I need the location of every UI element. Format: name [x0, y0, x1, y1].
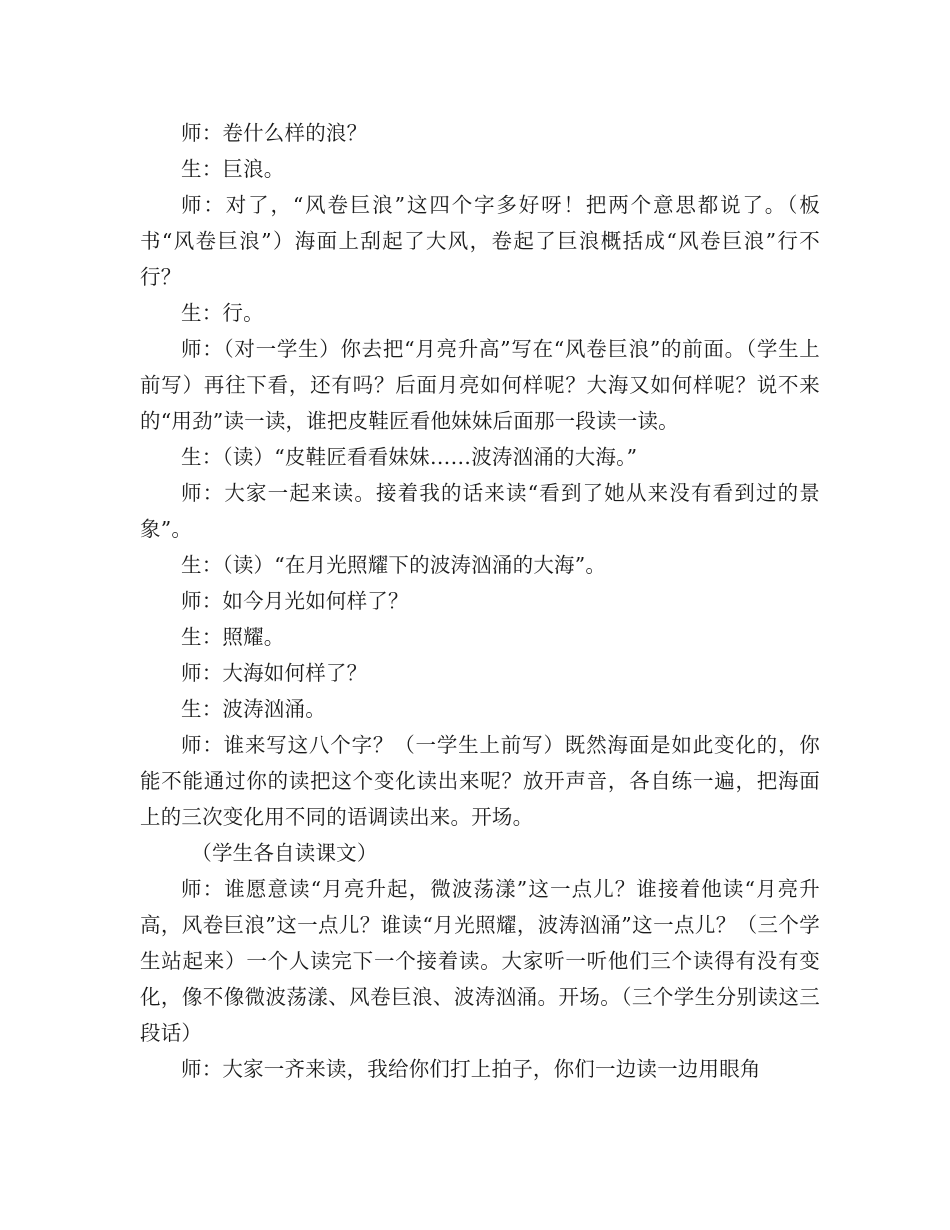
- dialogue-paragraph: 师：大家一起来读。接着我的话来读“看到了她从来没有看到过的景象”。: [140, 481, 820, 541]
- dialogue-paragraph: 生：照耀。: [181, 625, 285, 649]
- dialogue-paragraph: 师：卷什么样的浪？: [181, 121, 368, 145]
- dialogue-paragraph: 生：行。: [181, 301, 264, 325]
- dialogue-paragraph: 生：（读）“在月光照耀下的波涛汹涌的大海”。: [181, 553, 607, 577]
- dialogue-paragraph: 师：如今月光如何样了？: [181, 589, 409, 613]
- dialogue-paragraph: 师：大海如何样了？: [181, 661, 368, 685]
- dialogue-paragraph: 师：谁来写这八个字？（一学生上前写）既然海面是如此变化的，你能不能通过你的读把这个变化读出来呢？放开声音，各自练一遍，把海面上的三次变化用不同的语调读出来。开场。: [140, 733, 820, 829]
- dialogue-paragraph: 生：（读）“皮鞋匠看看妹妹……波涛汹涌的大海。”: [181, 445, 638, 469]
- dialogue-paragraph: 生：波涛汹涌。: [181, 697, 326, 721]
- dialogue-paragraph: 师：谁愿意读“月亮升起，微波荡漾”这一点儿？谁接着他读“月亮升高，风卷巨浪”这一点儿？谁读“月光照耀，波涛汹涌”这一点儿？（三个学生站起来）一个人读完下一个接着读。大家听一听他们三个读得有没有变化，像不像微波荡漾、风卷巨浪、波涛汹涌。开场。（三个学生分别读这三段话）: [140, 877, 820, 1045]
- dialogue-paragraph: 师：（对一学生）你去把“月亮升高”写在“风卷巨浪”的前面。（学生上前写）再往下看，还有吗？后面月亮如何样呢？大海又如何样呢？说不来的“用劲”读一读，谁把皮鞋匠看他妹妹后面那一段读一读。: [140, 337, 820, 433]
- stage-direction: （学生各自读课文）: [191, 841, 378, 865]
- dialogue-paragraph: 师：大家一齐来读，我给你们打上拍子，你们一边读一边用眼角: [181, 1057, 761, 1081]
- dialogue-paragraph: 师：对了，“风卷巨浪”这四个字多好呀！把两个意思都说了。（板书“风卷巨浪”）海面上刮起了大风，卷起了巨浪概括成“风卷巨浪”行不行？: [140, 193, 820, 289]
- document-body: [140, 115, 820, 1087]
- dialogue-paragraph: 生：巨浪。: [181, 157, 285, 181]
